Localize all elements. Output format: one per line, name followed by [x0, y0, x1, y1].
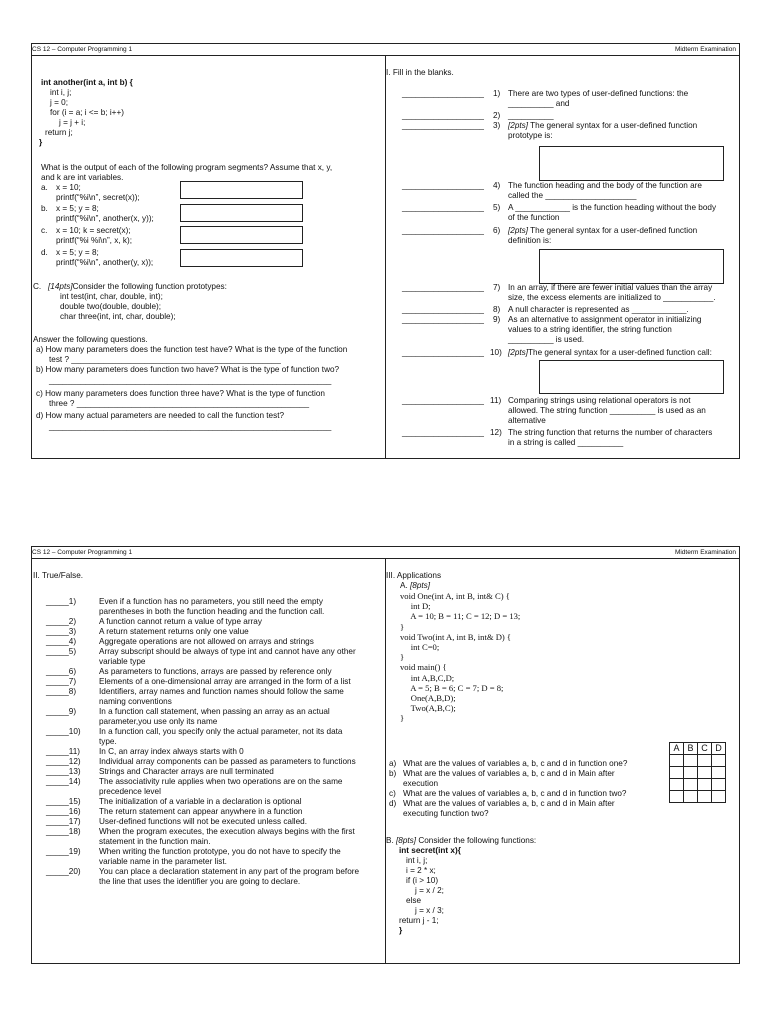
code-line: int i, j; — [406, 856, 428, 865]
right-column — [386, 58, 738, 456]
item-line: printf(“%i\n”, secret(x)); — [56, 193, 140, 202]
course-title: CS 12 – Computer Programming 1 — [32, 46, 133, 53]
tf-statement: In C, an array index always starts with 0 — [99, 747, 244, 756]
exam-title: Midterm Examination — [674, 46, 736, 53]
fill-line: allowed. The string function __________ is used as an — [508, 406, 706, 415]
tf-statement: A function cannot return a value of type array — [99, 617, 262, 626]
grid-cell[interactable] — [712, 755, 726, 767]
fill-blank[interactable]: __________________ — [402, 315, 484, 324]
question-line: execution — [403, 779, 439, 788]
item-line: x = 5; y = 8; — [56, 248, 99, 257]
tf-statement: statement in the function main. — [99, 837, 211, 846]
tf-number[interactable]: _____2) — [46, 617, 77, 626]
tf-number[interactable]: _____9) — [46, 707, 77, 716]
tf-statement: As parameters to functions, arrays are passed by reference only — [99, 667, 332, 676]
code-line: void Two(int A, int B, int& D) { — [400, 631, 512, 642]
tf-number[interactable]: _____1) — [46, 597, 77, 606]
code-line: } — [39, 138, 43, 147]
grid-header: D — [712, 743, 726, 755]
fill-num: 4) — [493, 181, 501, 190]
tf-number[interactable]: _____3) — [46, 627, 77, 636]
prototype-line: int test(int, char, double, int); — [60, 292, 163, 301]
code-line: } — [400, 652, 405, 663]
item-line: printf(“%i\n”, another(y, x)); — [56, 258, 154, 267]
grid-cell[interactable] — [684, 779, 698, 791]
exam-title: Midterm Examination — [674, 549, 736, 556]
code-line: } — [400, 713, 405, 724]
answer-box[interactable] — [539, 146, 724, 181]
tf-statement: the line that uses the identifier you are going to declare. — [99, 877, 301, 886]
tf-number[interactable]: _____12) — [46, 757, 81, 766]
code-line: int another(int a, int b) { — [41, 78, 133, 87]
grid-cell[interactable] — [670, 779, 684, 791]
fill-line: called the ____________________ — [508, 191, 637, 200]
fill-line: __________ — [508, 111, 554, 120]
page-header — [32, 549, 739, 558]
fill-num: 3) — [493, 121, 501, 130]
fill-line: __________ is used. — [508, 335, 585, 344]
tf-statement: The initialization of a variable in a declaration is optional — [99, 797, 302, 806]
item-letter: a. — [41, 183, 48, 192]
grid-cell[interactable] — [698, 767, 712, 779]
question-line: three ? ___________________________________________________ — [49, 399, 309, 408]
grid-cell[interactable] — [712, 791, 726, 803]
fill-line: There are two types of user-defined functions: the — [508, 89, 689, 98]
app-a-heading: A. [8pts] — [400, 581, 431, 590]
tf-statement: Elements of a one-dimensional array are arranged in the form of a list — [99, 677, 351, 686]
code-line: } — [399, 926, 403, 935]
code-line: int secret(int x){ — [399, 846, 461, 855]
fill-blank[interactable]: __________________ — [402, 121, 484, 130]
code-line: j = j + i; — [59, 118, 86, 127]
item-line: x = 10; — [56, 183, 81, 192]
question-line: ______________________________________________________________ — [49, 422, 332, 431]
item-letter: d. — [41, 248, 48, 257]
question-line: What are the values of variables a, b, c and d in function two? — [403, 789, 627, 798]
code-line: A = 10; B = 11; C = 12; D = 13; — [400, 611, 521, 622]
fill-line: __________ and — [508, 99, 570, 108]
question-line: b) How many parameters does function two have? What is the type of function two? — [36, 365, 340, 374]
fill-line: Comparing strings using relational operators is not — [508, 396, 691, 405]
output-question: What is the output of each of the following program segments? Assume that x, y, — [41, 163, 333, 172]
tf-statement: Identifiers, array names and function names should follow the same — [99, 687, 344, 696]
tf-statement: When the program executes, the execution always begins with the first — [99, 827, 355, 836]
tf-statement: You can place a declaration statement in any part of the program before — [99, 867, 360, 876]
grid-cell[interactable] — [698, 779, 712, 791]
tf-number[interactable]: _____19) — [46, 847, 81, 856]
fill-num: 8) — [493, 305, 501, 314]
fill-blank[interactable]: __________________ — [402, 396, 484, 405]
tf-statement: naming conventions — [99, 697, 172, 706]
tf-number[interactable]: _____7) — [46, 677, 77, 686]
app-title: III. Applications — [386, 571, 442, 580]
right-column — [386, 561, 738, 961]
tf-statement: User-defined functions will not be executed unless called. — [99, 817, 307, 826]
exam-page-2 — [31, 546, 740, 964]
fill-line: definition is: — [508, 236, 552, 245]
course-title: CS 12 – Computer Programming 1 — [32, 549, 133, 556]
code-line: i = 2 * x; — [406, 866, 436, 875]
fill-num: 10) — [490, 348, 502, 357]
item-line: x = 10; k = secret(x); — [56, 226, 131, 235]
answer-box[interactable] — [539, 249, 724, 284]
grid-cell[interactable] — [698, 791, 712, 803]
fill-blank[interactable]: __________________ — [402, 283, 484, 292]
code-line: j = x / 3; — [415, 906, 444, 915]
tf-number[interactable]: _____15) — [46, 797, 81, 806]
fill-blank[interactable]: __________________ — [402, 428, 484, 437]
tf-statement: Strings and Character arrays are null terminated — [99, 767, 274, 776]
code-line: } — [400, 621, 405, 632]
tf-number[interactable]: _____14) — [46, 777, 81, 786]
fill-blank[interactable]: __________________ — [402, 89, 484, 98]
fill-blank[interactable]: __________________ — [402, 348, 484, 357]
question-letter: b) — [389, 769, 397, 778]
grid-header: C — [698, 743, 712, 755]
tf-statement: The return statement can appear anywhere in a function — [99, 807, 303, 816]
tf-number[interactable]: _____8) — [46, 687, 77, 696]
left-column — [32, 561, 384, 961]
answer-intro: Answer the following questions. — [33, 335, 148, 344]
fill-line: A ____________ is the function heading without the body — [508, 203, 717, 212]
tf-statement: The associativity rule applies when two operations are on the same — [99, 777, 343, 786]
tf-statement: In a function call statement, when passing an array as an actual — [99, 707, 330, 716]
fill-num: 7) — [493, 283, 501, 292]
fill-line: The string function that returns the number of characters — [508, 428, 713, 437]
question-line: What are the values of variables a, b, c and d in Main after — [403, 769, 615, 778]
code-line: if (i > 10) — [406, 876, 439, 885]
fill-num: 1) — [493, 89, 501, 98]
grid-cell[interactable] — [684, 755, 698, 767]
question-letter: d) — [389, 799, 397, 808]
tf-number[interactable]: _____6) — [46, 667, 77, 676]
grid-cell[interactable] — [684, 791, 698, 803]
fill-title: I. Fill in the blanks. — [386, 68, 454, 77]
code-line: for (i = a; i <= b; i++) — [50, 108, 124, 117]
code-line: int D; — [400, 601, 431, 612]
fill-line: [2pts] The general syntax for a user-defined function — [508, 121, 698, 130]
grid-cell[interactable] — [670, 755, 684, 767]
tf-statement: In a function call, you specify only the actual parameter, not its data — [99, 727, 343, 736]
fill-line: [2pts]The general syntax for a user-defined function call: — [508, 348, 712, 357]
grid-cell[interactable] — [670, 791, 684, 803]
fill-line: The function heading and the body of the function are — [508, 181, 702, 190]
fill-num: 2) — [493, 111, 501, 120]
question-letter: a) — [389, 759, 397, 768]
answer-grid — [669, 742, 726, 803]
question-line: executing function two? — [403, 809, 489, 818]
tf-title: II. True/False. — [33, 571, 84, 580]
tf-number[interactable]: _____10) — [46, 727, 81, 736]
tf-statement: parentheses in both the function heading and the function call. — [99, 607, 325, 616]
fill-line: [2pts] The general syntax for a user-defined function — [508, 226, 698, 235]
fill-blank[interactable]: __________________ — [402, 305, 484, 314]
code-line: int A,B,C,D; — [400, 672, 455, 683]
tf-number[interactable]: _____17) — [46, 817, 81, 826]
code-line: A = 5; B = 6; C = 7; D = 8; — [400, 682, 504, 693]
tf-statement: A return statement returns only one value — [99, 627, 249, 636]
code-line: return j - 1; — [399, 916, 439, 925]
fill-line: As an alternative to assignment operator in initializing — [508, 315, 702, 324]
code-line: int i, j; — [50, 88, 72, 97]
exam-page-1 — [31, 43, 740, 459]
question-letter: c) — [389, 789, 396, 798]
item-letter: b. — [41, 204, 48, 213]
code-line: One(A,B,D); — [400, 693, 456, 703]
question-line: What are the values of variables a, b, c and d in function one? — [403, 759, 628, 768]
app-b-heading: B. [8pts] Consider the following functions: — [386, 836, 537, 845]
fill-num: 6) — [493, 226, 501, 235]
grid-cell[interactable] — [698, 755, 712, 767]
code-line: void One(int A, int B, int& C) { — [400, 591, 510, 601]
grid-header: A — [670, 743, 684, 755]
code-line: j = 0; — [50, 98, 68, 107]
fill-line: size, the excess elements are initialized to ___________. — [508, 293, 716, 302]
question-line: d) How many actual parameters are needed to call the function test? — [36, 411, 285, 420]
fill-line: A null character is represented as ____________. — [508, 305, 689, 314]
grid-cell[interactable] — [684, 767, 698, 779]
fill-num: 11) — [490, 396, 502, 405]
fill-line: prototype is: — [508, 131, 553, 140]
item-line: printf(“%i %i\n”, x, k); — [56, 236, 132, 245]
tf-statement: variable type — [99, 657, 146, 666]
tf-statement: Array subscript should be always of type int and cannot have any other — [99, 647, 356, 656]
tf-number[interactable]: _____13) — [46, 767, 81, 776]
tf-number[interactable]: _____4) — [46, 637, 77, 646]
grid-cell[interactable] — [712, 779, 726, 791]
fill-line: alternative — [508, 416, 546, 425]
code-line: j = x / 2; — [415, 886, 444, 895]
grid-cell[interactable] — [670, 767, 684, 779]
code-line: return j; — [45, 128, 73, 137]
fill-line: In an array, if there are fewer initial values than the array — [508, 283, 713, 292]
tf-statement: Individual array components can be passed as parameters to functions — [99, 757, 356, 766]
code-line: Two(A,B,C); — [400, 703, 456, 714]
tf-number[interactable]: _____11) — [46, 747, 80, 756]
fill-line: values to a string identifier, the string function — [508, 325, 672, 334]
fill-blank[interactable]: __________________ — [402, 203, 484, 212]
prototype-line: double two(double, double); — [60, 302, 162, 311]
tf-number[interactable]: _____5) — [46, 647, 77, 656]
tf-number[interactable]: _____16) — [46, 807, 81, 816]
item-line: printf(“%i\n”, another(x, y)); — [56, 214, 154, 223]
code-line: else — [406, 896, 422, 905]
fill-num: 9) — [493, 315, 501, 324]
output-question: and k are int variables. — [41, 173, 124, 182]
left-column — [32, 58, 384, 456]
question-line: What are the values of variables a, b, c and d in Main after — [403, 799, 615, 808]
grid-cell[interactable] — [712, 767, 726, 779]
fill-line: of the function — [508, 213, 560, 222]
fill-num: 5) — [493, 203, 501, 212]
answer-box[interactable] — [539, 360, 724, 394]
item-line: x = 5; y = 8; — [56, 204, 99, 213]
answer-box[interactable] — [180, 181, 303, 199]
fill-blank[interactable]: __________________ — [402, 111, 484, 120]
question-line: test ? ______________________________________________ — [49, 355, 281, 364]
tf-statement: Aggregate operations are not allowed on arrays and strings — [99, 637, 314, 646]
fill-blank[interactable]: __________________ — [402, 226, 484, 235]
page-header — [32, 46, 739, 55]
tf-statement: parameter,you use only its name — [99, 717, 218, 726]
tf-statement: precedence level — [99, 787, 161, 796]
answer-box[interactable] — [180, 226, 303, 244]
tf-number[interactable]: _____18) — [46, 827, 81, 836]
tf-statement: When writing the function prototype, you do not have to specify the — [99, 847, 341, 856]
tf-statement: Even if a function has no parameters, you still need the empty — [99, 597, 323, 606]
section-c-heading: C. [14pts]Consider the following function prototypes: — [33, 282, 227, 291]
question-line: ______________________________________________________________ — [49, 376, 332, 385]
code-line: int C=0; — [400, 642, 440, 652]
grid-header: B — [684, 743, 698, 755]
tf-number[interactable]: _____20) — [46, 867, 81, 876]
question-line: c) How many parameters does function three have? What is the type of function — [36, 389, 325, 398]
answer-box[interactable] — [180, 249, 303, 267]
fill-blank[interactable]: __________________ — [402, 181, 484, 190]
question-line: a) How many parameters does the function test have? What is the type of the function — [36, 345, 348, 354]
tf-statement: variable name in the parameter list. — [99, 857, 227, 866]
fill-num: 12) — [490, 428, 502, 437]
fill-line: in a string is called __________ — [508, 438, 624, 447]
prototype-line: char three(int, int, char, double); — [60, 312, 176, 321]
tf-statement: type. — [99, 737, 117, 746]
code-line: void main() { — [400, 662, 447, 673]
item-letter: c. — [41, 226, 48, 235]
answer-box[interactable] — [180, 204, 303, 222]
